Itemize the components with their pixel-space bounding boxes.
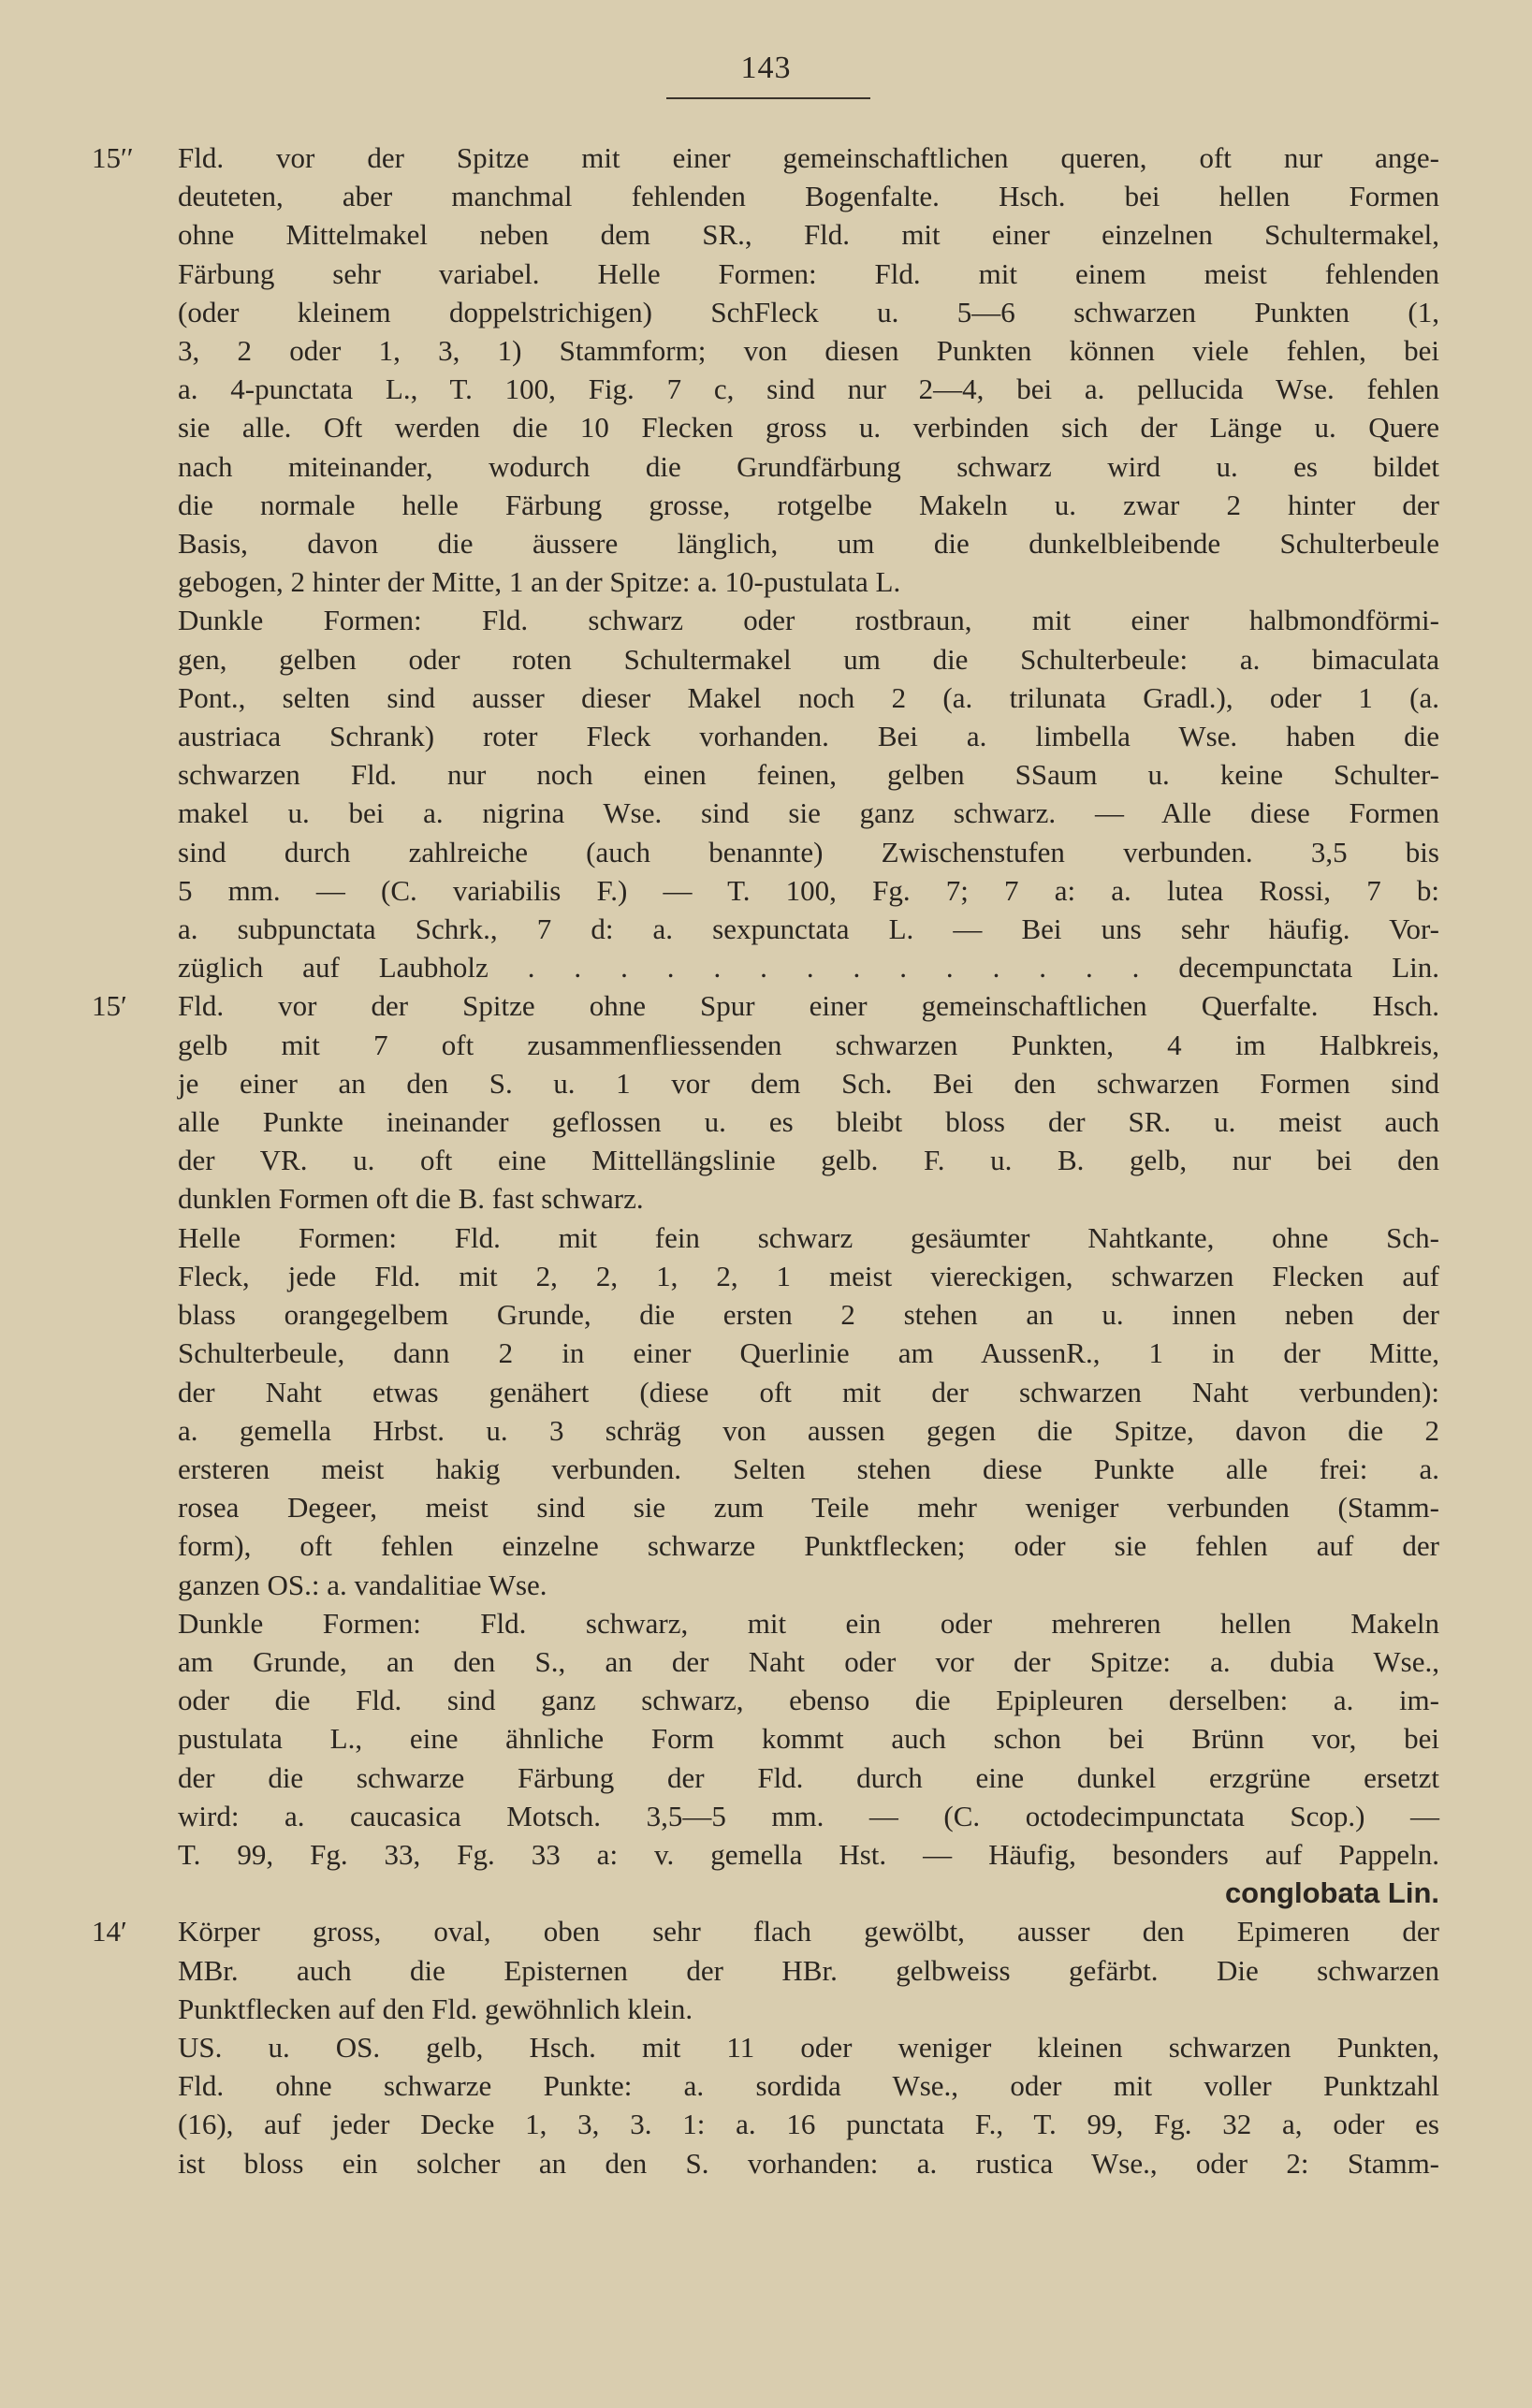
species-line-decempunctata: züglich auf Laubholz . . . . . . . . . . . . . . decempunctata Lin. xyxy=(178,951,1439,985)
text-line: am Grunde, an den S., an der Naht oder vor der Spitze: a. dubia Wse., xyxy=(178,1644,1439,1678)
text-line: gebogen, 2 hinter der Mitte, 1 an der Spitze: a. 10-pustulata L. xyxy=(178,565,901,599)
text-line: ist bloss ein solcher an den S. vorhanden: a. rustica Wse., oder 2: Stamm- xyxy=(178,2146,1439,2180)
text-line: Basis, davon die äussere länglich, um die dunkelbleibende Schulterbeule xyxy=(178,527,1439,561)
text-line: Färbung sehr variabel. Helle Formen: Fld. mit einem meist fehlenden xyxy=(178,256,1439,290)
text-line: Fleck, jede Fld. mit 2, 2, 1, 2, 1 meist viereckigen, schwarzen Flecken auf xyxy=(178,1259,1439,1292)
text-line: die normale helle Färbung grosse, rotgelbe Makeln u. zwar 2 hinter der xyxy=(178,488,1439,521)
text-line: Schulterbeule, dann 2 in einer Querlinie am AussenR., 1 in der Mitte, xyxy=(178,1336,1439,1370)
entry-number: 15′ xyxy=(92,989,127,1023)
page-number: 143 xyxy=(740,51,792,85)
text-line: a. gemella Hrbst. u. 3 schräg von aussen gegen die Spitze, davon die 2 xyxy=(178,1413,1439,1447)
text-line: US. u. OS. gelb, Hsch. mit 11 oder weniger kleinen schwarzen Punkten, xyxy=(178,2030,1439,2064)
text-line: der Naht etwas genähert (diese oft mit der schwarzen Naht verbunden): xyxy=(178,1375,1439,1408)
text-line: wird: a. caucasica Motsch. 3,5—5 mm. — (C. octodecimpunctata Scop.) — xyxy=(178,1799,1439,1832)
text-line: der die schwarze Färbung der Fld. durch eine dunkel erzgrüne ersetzt xyxy=(178,1760,1439,1794)
text-line: gelb mit 7 oft zusammenfliessenden schwarzen Punkten, 4 im Halbkreis, xyxy=(178,1028,1439,1061)
text-line: (oder kleinem doppelstrichigen) SchFleck u. 5—6 schwarzen Punkten (1, xyxy=(178,295,1439,328)
text-line: alle Punkte ineinander geflossen u. es bleibt bloss der SR. u. meist auch xyxy=(178,1105,1439,1139)
key-entry-15-prime xyxy=(92,986,1439,1912)
text-line: Dunkle Formen: Fld. schwarz oder rostbraun, mit einer halbmondförmi- xyxy=(178,604,1439,637)
text-line: Fld. vor der Spitze ohne Spur einer gemeinschaftlichen Querfalte. Hsch. xyxy=(178,989,1439,1023)
text-line: a. subpunctata Schrk., 7 d: a. sexpunctata L. — Bei uns sehr häufig. Vor- xyxy=(178,912,1439,946)
text-line: Pont., selten sind ausser dieser Makel noch 2 (a. trilunata Gradl.), oder 1 (a. xyxy=(178,680,1439,714)
text-line: deuteten, aber manchmal fehlenden Bogenfalte. Hsch. bei hellen Formen xyxy=(178,180,1439,213)
text-line: a. 4-punctata L., T. 100, Fig. 7 c, sind nur 2—4, bei a. pellucida Wse. fehlen xyxy=(178,372,1439,406)
text-line: T. 99, Fg. 33, Fg. 33 a: v. gemella Hst. — Häufig, besonders auf Pappeln. xyxy=(178,1837,1439,1871)
key-entry-15-double-prime xyxy=(92,139,1439,986)
text-line: ohne Mittelmakel neben dem SR., Fld. mit einer einzelnen Schultermakel, xyxy=(178,218,1439,252)
text-line: Fld. vor der Spitze mit einer gemeinschaftlichen queren, oft nur ange- xyxy=(178,141,1439,174)
text-line: MBr. auch die Episternen der HBr. gelbweiss gefärbt. Die schwarzen xyxy=(178,1953,1439,1987)
page-number-rule xyxy=(666,97,870,99)
text-line: rosea Degeer, meist sind sie zum Teile mehr weniger verbunden (Stamm- xyxy=(178,1491,1439,1525)
text-line: Punktflecken auf den Fld. gewöhnlich klein. xyxy=(178,1992,693,2025)
text-line: oder die Fld. sind ganz schwarz, ebenso die Epipleuren derselben: a. im- xyxy=(178,1684,1439,1717)
text-line: ganzen OS.: a. vandalitiae Wse. xyxy=(178,1568,547,1601)
text-line: pustulata L., eine ähnliche Form kommt auch schon bei Brünn vor, bei xyxy=(178,1722,1439,1756)
text-line: (16), auf jeder Decke 1, 3, 3. 1: a. 16 punctata F., T. 99, Fg. 32 a, oder es xyxy=(178,2108,1439,2141)
text-line: der VR. u. oft eine Mittellängslinie gelb. F. u. B. gelb, nur bei den xyxy=(178,1144,1439,1177)
key-text xyxy=(92,139,1439,2182)
text-line: blass orangegelbem Grunde, die ersten 2 stehen an u. innen neben der xyxy=(178,1298,1439,1332)
text-line: Körper gross, oval, oben sehr flach gewölbt, ausser den Epimeren der xyxy=(178,1915,1439,1948)
text-line: nach miteinander, wodurch die Grundfärbung schwarz wird u. es bildet xyxy=(178,449,1439,483)
text-line: sind durch zahlreiche (auch benannte) Zwischenstufen verbunden. 3,5 bis xyxy=(178,835,1439,868)
key-entry-14-prime xyxy=(92,1912,1439,2182)
text-line: makel u. bei a. nigrina Wse. sind sie ganz schwarz. — Alle diese Formen xyxy=(178,796,1439,830)
species-name-conglobata: conglobata Lin. xyxy=(1224,1876,1439,1910)
text-line: Fld. ohne schwarze Punkte: a. sordida Wse., oder mit voller Punktzahl xyxy=(178,2069,1439,2103)
text-line: ersteren meist hakig verbunden. Selten stehen diese Punkte alle frei: a. xyxy=(178,1452,1439,1485)
text-line: gen, gelben oder roten Schultermakel um die Schulterbeule: a. bimaculata xyxy=(178,642,1439,676)
text-line: sie alle. Oft werden die 10 Flecken gross u. verbinden sich der Länge u. Quere xyxy=(178,411,1439,445)
text-line: dunklen Formen oft die B. fast schwarz. xyxy=(178,1182,644,1216)
text-line: 5 mm. — (C. variabilis F.) — T. 100, Fg. 7; 7 a: a. lutea Rossi, 7 b: xyxy=(178,873,1439,907)
text-line: form), oft fehlen einzelne schwarze Punktflecken; oder sie fehlen auf der xyxy=(178,1529,1439,1563)
entry-number: 14′ xyxy=(92,1915,127,1948)
entry-number: 15′′ xyxy=(92,141,134,174)
text-line: austriaca Schrank) roter Fleck vorhanden. Bei a. limbella Wse. haben die xyxy=(178,720,1439,753)
text-line: 3, 2 oder 1, 3, 1) Stammform; von diesen Punkten können viele fehlen, bei xyxy=(178,334,1439,368)
text-line: je einer an den S. u. 1 vor dem Sch. Bei den schwarzen Formen sind xyxy=(178,1066,1439,1100)
text-line: Dunkle Formen: Fld. schwarz, mit ein oder mehreren hellen Makeln xyxy=(178,1606,1439,1640)
text-line: schwarzen Fld. nur noch einen feinen, gelben SSaum u. keine Schulter- xyxy=(178,758,1439,792)
text-line: Helle Formen: Fld. mit fein schwarz gesäumter Nahtkante, ohne Sch- xyxy=(178,1220,1439,1254)
